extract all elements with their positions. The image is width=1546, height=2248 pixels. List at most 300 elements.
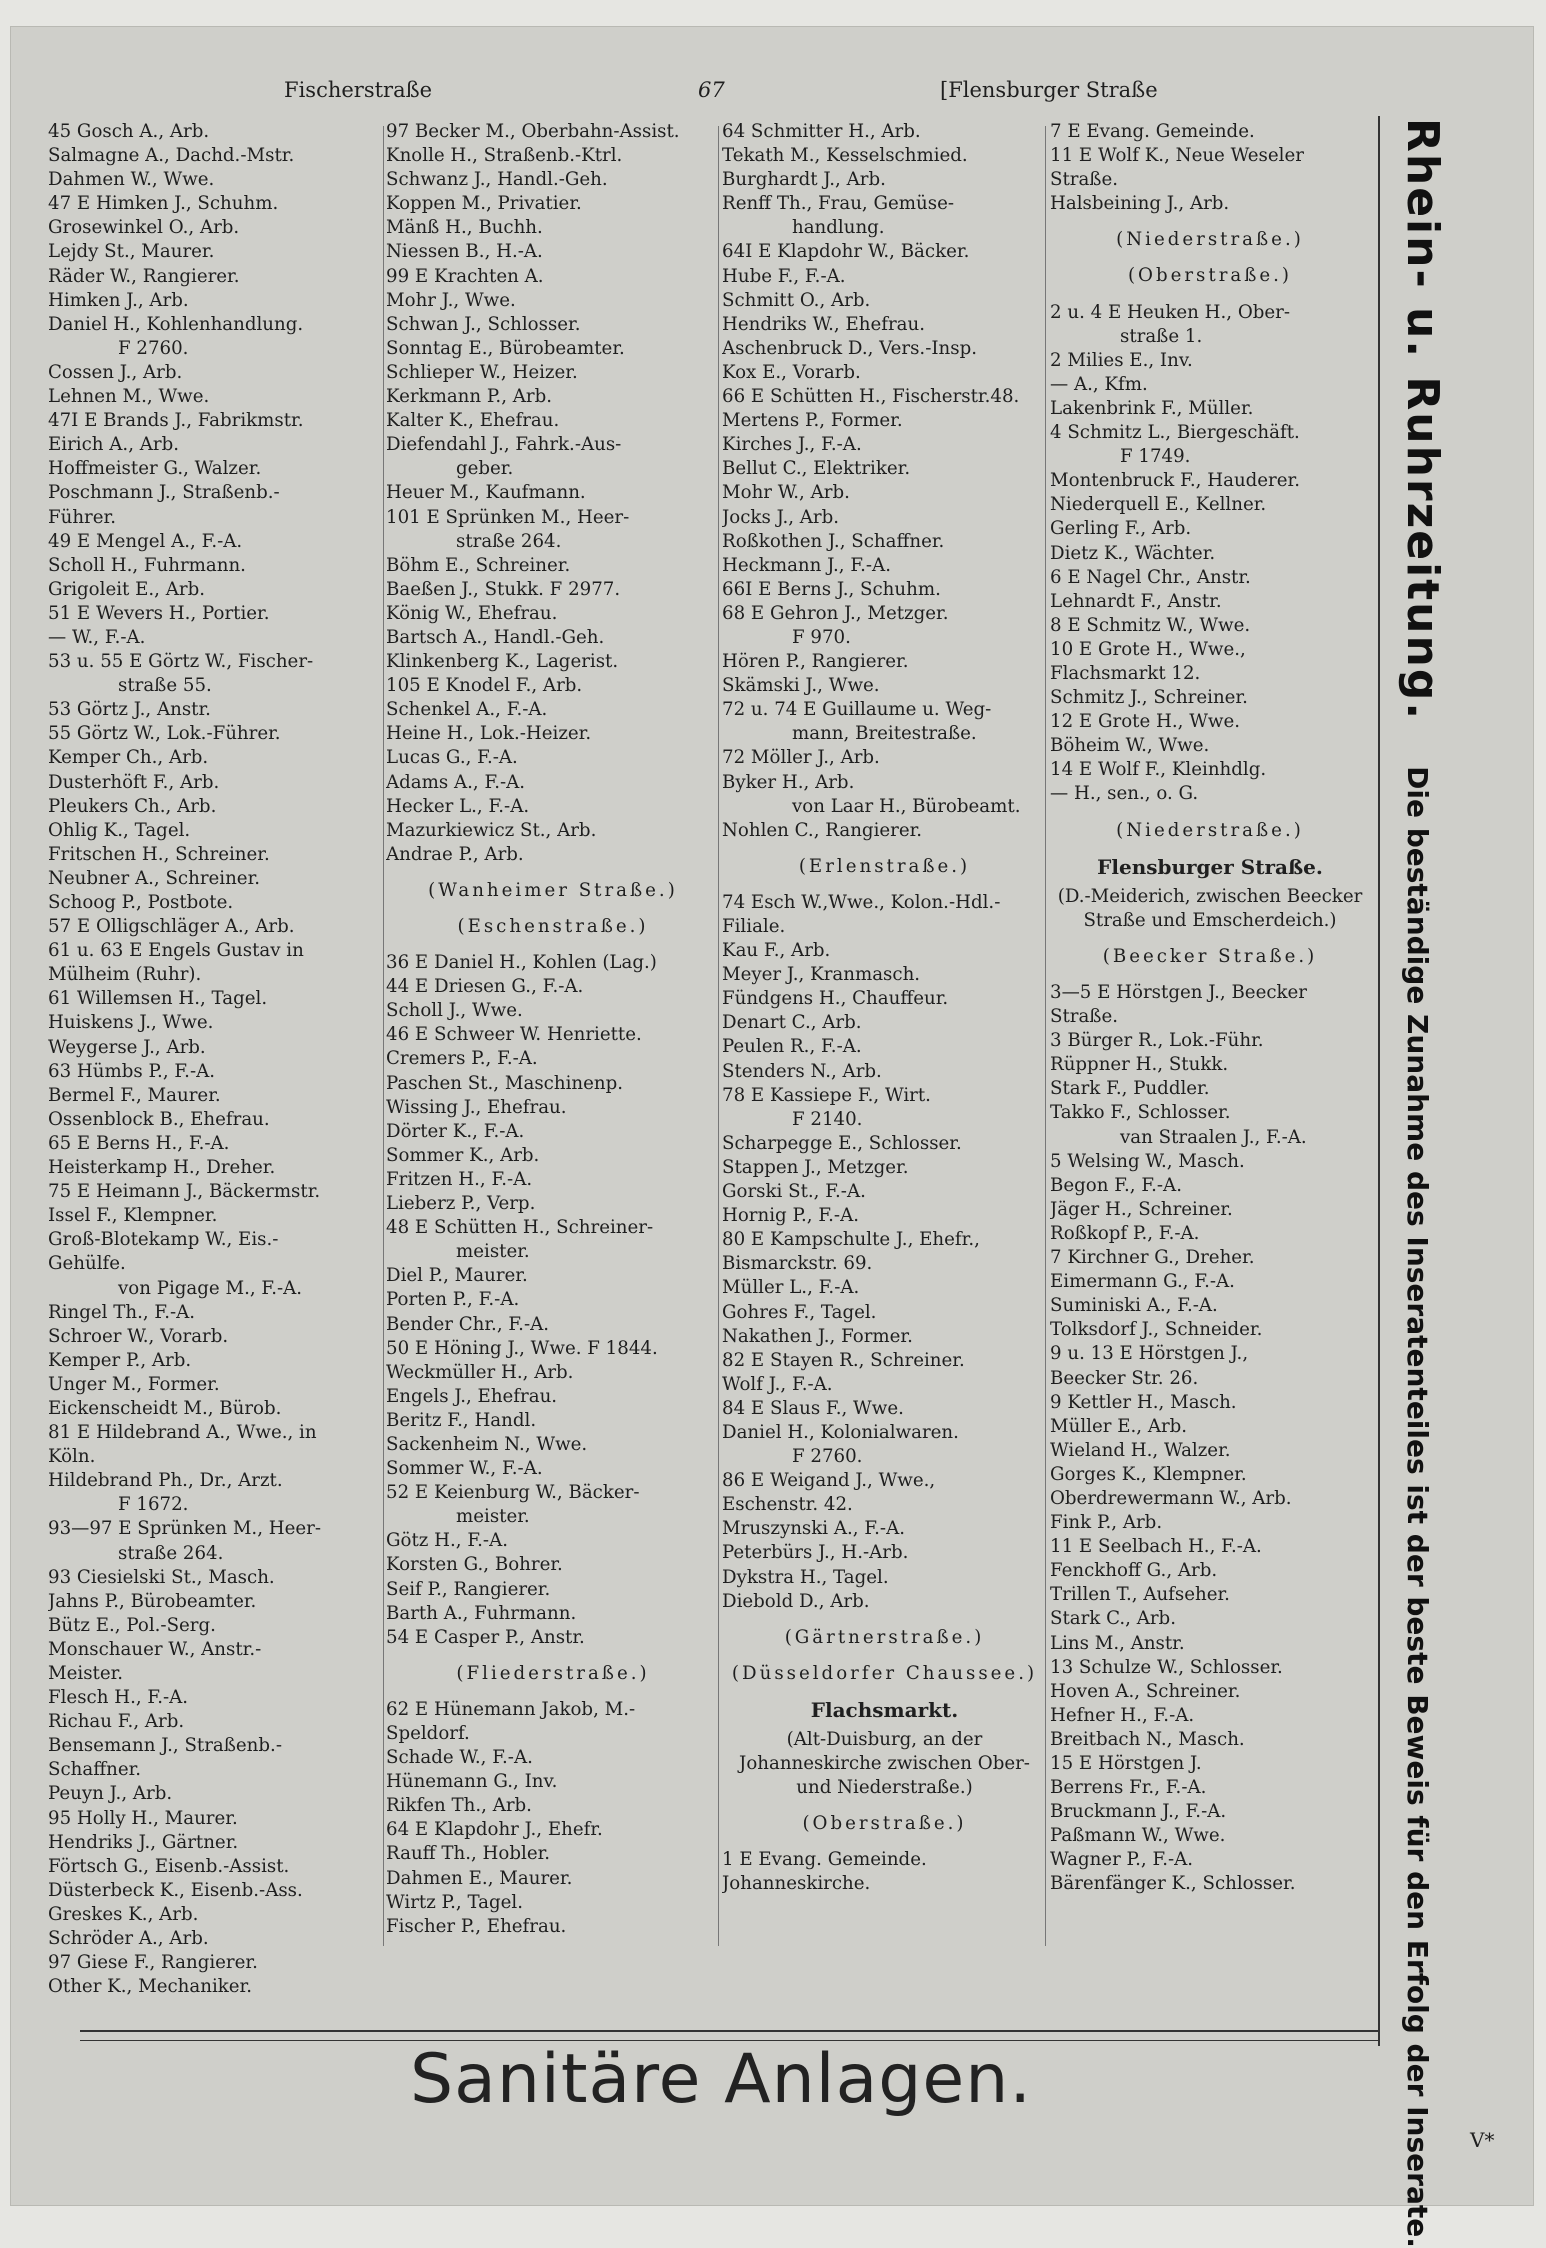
- directory-entry: 3—5 E Hörstgen J., Beecker: [1050, 982, 1307, 1003]
- directory-entry: Poschmann J., Straßenb.-: [48, 482, 280, 504]
- directory-entry: Hören P., Rangierer.: [722, 651, 909, 673]
- directory-entry: Straße.: [1050, 169, 1118, 191]
- directory-entry: Jäger H., Schreiner.: [1050, 1198, 1233, 1220]
- directory-entry: Schade W., F.-A.: [386, 1747, 533, 1769]
- directory-entry: Fritzen H., F.-A.: [386, 1168, 533, 1190]
- directory-entry: 13 Schulze W., Schlosser.: [1050, 1656, 1283, 1678]
- directory-entry: 6 E Nagel Chr., Anstr.: [1050, 566, 1251, 588]
- directory-entry: Niessen B., H.-A.: [386, 241, 543, 263]
- directory-entry: Bärenfänger K., Schlosser.: [1050, 1873, 1296, 1895]
- directory-entry: Kirches J., F.-A.: [722, 434, 862, 456]
- directory-entry: 1 E Evang. Gemeinde.: [722, 1849, 927, 1871]
- directory-entry: 64I E Klapdohr W., Bäcker.: [722, 241, 970, 263]
- directory-entry: 45 Gosch A., Arb.: [48, 121, 210, 142]
- directory-entry: Speldorf.: [386, 1723, 470, 1744]
- directory-entry: Lehnen M., Wwe.: [48, 386, 210, 408]
- entry-continuation: straße 1.: [1120, 325, 1203, 347]
- directory-entry: 75 E Heimann J., Bäckermstr.: [48, 1181, 321, 1203]
- directory-entry: Byker H., Arb.: [722, 771, 855, 793]
- directory-entry: 72 Möller J., Arb.: [722, 747, 880, 769]
- directory-entry: Jahns P., Bürobeamter.: [48, 1590, 257, 1612]
- directory-entry: 61 u. 63 E Engels Gustav in: [48, 940, 304, 962]
- directory-entry: Diefendahl J., Fahrk.-Aus-: [386, 434, 622, 456]
- directory-entry: Schenkel A., F.-A.: [386, 699, 548, 721]
- entry-continuation: straße 264.: [118, 1542, 224, 1564]
- directory-entry: Mülheim (Ruhr).: [48, 964, 202, 986]
- directory-entry: Montenbruck F., Hauderer.: [1050, 470, 1300, 492]
- directory-entry: Scholl H., Fuhrmann.: [48, 554, 246, 576]
- directory-entry: Fündgens H., Chauffeur.: [722, 988, 949, 1010]
- directory-entry: Roßkothen J., Schaffner.: [722, 530, 945, 552]
- entry-continuation: meister.: [456, 1241, 530, 1263]
- directory-entry: 50 E Höning J., Wwe. F 1844.: [386, 1337, 658, 1359]
- directory-entry: 68 E Gehron J., Metzger.: [722, 602, 949, 624]
- directory-entry: Dietz K., Wächter.: [1050, 542, 1216, 564]
- directory-entry: 10 E Grote H., Wwe.,: [1050, 638, 1246, 660]
- directory-entry: 66I E Berns J., Schuhm.: [722, 578, 941, 600]
- directory-entry: 101 E Sprünken M., Heer-: [386, 506, 630, 528]
- directory-entry: Skämski J., Wwe.: [722, 675, 880, 697]
- directory-entry: 82 E Stayen R., Schreiner.: [722, 1349, 965, 1371]
- directory-entry: 46 E Schweer W. Henriette.: [386, 1024, 642, 1046]
- directory-entry: Meister.: [48, 1663, 124, 1684]
- entry-continuation: van Straalen J., F.-A.: [1120, 1126, 1307, 1148]
- directory-entry: Ohlig K., Tagel.: [48, 819, 191, 841]
- cross-street-heading: (Oberstraße.): [802, 1813, 967, 1835]
- directory-entry: 99 E Krachten A.: [386, 265, 544, 287]
- directory-entry: 72 u. 74 E Guillaume u. Weg-: [722, 699, 992, 721]
- directory-entry: 81 E Hildebrand A., Wwe., in: [48, 1422, 317, 1444]
- directory-entry: 11 E Wolf K., Neue Weseler: [1050, 145, 1304, 167]
- directory-entry: Daniel H., Kolonialwaren.: [722, 1421, 959, 1443]
- banner-advertisement: Sanitäre Anlagen.: [410, 2040, 1032, 2119]
- directory-entry: Diel P., Maurer.: [386, 1265, 528, 1287]
- directory-entry: Ringel Th., F.-A.: [48, 1301, 196, 1323]
- directory-entry: Diebold D., Arb.: [722, 1590, 870, 1612]
- directory-entry: Fenckhoff G., Arb.: [1050, 1560, 1218, 1582]
- directory-entry: 15 E Hörstgen J.: [1050, 1753, 1202, 1774]
- entry-continuation: meister.: [456, 1506, 530, 1528]
- directory-entry: Jocks J., Arb.: [722, 506, 840, 528]
- directory-entry: Bender Chr., F.-A.: [386, 1313, 550, 1335]
- directory-entry: Rauff Th., Hobler.: [386, 1843, 551, 1865]
- directory-entry: Nohlen C., Rangierer.: [722, 819, 923, 841]
- directory-entry: Korsten G., Bohrer.: [386, 1554, 563, 1576]
- directory-entry: Lejdy St., Maurer.: [48, 241, 215, 263]
- directory-entry: 95 Holly H., Maurer.: [48, 1807, 238, 1829]
- directory-entry: Schwanz J., Handl.-Geh.: [386, 169, 608, 191]
- directory-entry: Gorges K., Klempner.: [1050, 1463, 1247, 1485]
- directory-entry: Cossen J., Arb.: [48, 361, 183, 383]
- directory-entry: Mazurkiewicz St., Arb.: [386, 819, 597, 841]
- directory-entry: 51 E Wevers H., Portier.: [48, 602, 270, 624]
- entry-continuation: von Pigage M., F.-A.: [118, 1277, 303, 1299]
- directory-entry: Dusterhöft F., Arb.: [48, 771, 220, 793]
- cross-street-heading: (Niederstraße.): [1116, 819, 1304, 841]
- cross-street-heading: (Gärtnerstraße.): [784, 1626, 985, 1648]
- entry-continuation: F 2760.: [792, 1446, 863, 1468]
- directory-entry: Hoffmeister G., Walzer.: [48, 458, 262, 480]
- directory-entry: Gerling F., Arb.: [1050, 518, 1192, 540]
- directory-entry: Greskes K., Arb.: [48, 1903, 199, 1925]
- directory-entry: Kerkmann P., Arb.: [386, 386, 553, 408]
- directory-entry: 7 E Evang. Gemeinde.: [1050, 121, 1255, 142]
- street-heading: Flensburger Straße.: [1097, 854, 1323, 879]
- page-header: [0, 78, 1546, 108]
- directory-entry: Cremers P., F.-A.: [386, 1048, 538, 1070]
- directory-entry: Dörter K., F.-A.: [386, 1120, 525, 1142]
- entry-continuation: handlung.: [792, 217, 885, 239]
- entry-continuation: von Laar H., Bürobeamt.: [792, 795, 1021, 817]
- directory-entry: Förtsch G., Eisenb.-Assist.: [48, 1855, 290, 1877]
- directory-entry: Richau F., Arb.: [48, 1711, 185, 1733]
- directory-entry: 52 E Keienburg W., Bäcker-: [386, 1482, 640, 1504]
- directory-entry: Bismarckstr. 69.: [722, 1253, 873, 1275]
- cross-street-heading: (Düsseldorfer Chaussee.): [731, 1662, 1038, 1684]
- directory-entry: 93 Ciesielski St., Masch.: [48, 1566, 275, 1588]
- directory-entry: Stenders N., Arb.: [722, 1060, 882, 1082]
- directory-entry: Himken J., Arb.: [48, 289, 189, 311]
- cross-street-heading: (Niederstraße.): [1116, 229, 1304, 251]
- directory-entry: Hendriks J., Gärtner.: [48, 1831, 239, 1853]
- directory-entry: Kau F., Arb.: [722, 940, 831, 962]
- directory-column-2: [386, 120, 720, 2015]
- directory-entry: Hoven A., Schreiner.: [1050, 1680, 1241, 1702]
- directory-entry: Lakenbrink F., Müller.: [1050, 397, 1254, 419]
- directory-entry: Schlieper W., Heizer.: [386, 361, 578, 383]
- directory-entry: Engels J., Ehefrau.: [386, 1385, 558, 1407]
- directory-entry: Denart C., Arb.: [722, 1012, 862, 1034]
- directory-entry: Räder W., Rangierer.: [48, 265, 240, 287]
- directory-entry: Gehülfe.: [48, 1253, 126, 1275]
- directory-entry: Wirtz P., Tagel.: [386, 1891, 524, 1913]
- directory-entry: Meyer J., Kranmasch.: [722, 964, 921, 986]
- directory-entry: Mruszynski A., F.-A.: [722, 1518, 905, 1540]
- directory-entry: Trillen T., Aufseher.: [1050, 1584, 1230, 1606]
- ad-title: Rhein- u. Ruhrzeitung.: [1397, 118, 1448, 722]
- directory-entry: Groß-Blotekamp W., Eis.-: [48, 1229, 279, 1251]
- directory-entry: Issel F., Klempner.: [48, 1205, 218, 1227]
- directory-entry: Lucas G., F.-A.: [386, 747, 518, 769]
- directory-entry: Eschenstr. 42.: [722, 1494, 853, 1516]
- directory-entry: 64 E Klapdohr J., Ehefr.: [386, 1819, 603, 1841]
- header-left-street: Fischerstraße: [284, 78, 433, 102]
- directory-entry: 11 E Seelbach H., F.-A.: [1050, 1536, 1262, 1558]
- directory-entry: Sommer W., F.-A.: [386, 1458, 543, 1480]
- directory-entry: Ossenblock B., Ehefrau.: [48, 1108, 270, 1130]
- directory-entry: Burghardt J., Arb.: [722, 169, 886, 191]
- directory-entry: 93—97 E Sprünken M., Heer-: [48, 1518, 322, 1540]
- directory-entry: Wieland H., Walzer.: [1050, 1439, 1231, 1461]
- directory-entry: Fischer P., Ehefrau.: [386, 1915, 567, 1937]
- directory-entry: Dahmen E., Maurer.: [386, 1867, 573, 1889]
- directory-entry: 62 E Hünemann Jakob, M.-: [386, 1698, 636, 1720]
- directory-entry: 80 E Kampschulte J., Ehefr.,: [722, 1229, 980, 1251]
- directory-entry: Huiskens J., Wwe.: [48, 1012, 214, 1034]
- directory-column-3: [722, 120, 1047, 2015]
- directory-entry: Andrae P., Arb.: [386, 843, 524, 865]
- directory-entry: 86 E Weigand J., Wwe.,: [722, 1470, 936, 1492]
- directory-entry: Eimermann G., F.-A.: [1050, 1271, 1235, 1293]
- directory-entry: Berrens Fr., F.-A.: [1050, 1777, 1207, 1799]
- directory-entry: 74 Esch W.,Wwe., Kolon.-Hdl.-: [722, 891, 1001, 913]
- directory-entry: Roßkopf P., F.-A.: [1050, 1222, 1200, 1244]
- directory-entry: 64 Schmitter H., Arb.: [722, 121, 921, 142]
- directory-entry: 78 E Kassiepe F., Wirt.: [722, 1084, 931, 1106]
- directory-entry: Stark C., Arb.: [1050, 1608, 1176, 1630]
- directory-entry: 61 Willemsen H., Tagel.: [48, 988, 268, 1010]
- directory-column-1: [48, 120, 382, 2015]
- directory-entry: Rüppner H., Stukk.: [1050, 1054, 1229, 1076]
- entry-continuation: F 1749.: [1120, 446, 1191, 468]
- corner-mark: V*: [1470, 2128, 1495, 2152]
- directory-entry: 97 Giese F., Rangierer.: [48, 1952, 258, 1974]
- directory-entry: Köln.: [48, 1446, 96, 1468]
- directory-entry: Scharpegge E., Schlosser.: [722, 1132, 962, 1154]
- entry-continuation: F 1672.: [118, 1494, 189, 1516]
- directory-column-4: [1050, 120, 1370, 2015]
- directory-entry: Müller L., F.-A.: [722, 1277, 860, 1299]
- directory-entry: Koppen M., Privatier.: [386, 193, 582, 215]
- directory-entry: 49 E Mengel A., F.-A.: [48, 530, 243, 552]
- directory-entry: Beecker Str. 26.: [1050, 1367, 1199, 1389]
- directory-entry: Porten P., F.-A.: [386, 1289, 520, 1311]
- directory-entry: 84 E Slaus F., Wwe.: [722, 1397, 904, 1419]
- directory-entry: Salmagne A., Dachd.-Mstr.: [48, 145, 295, 167]
- directory-entry: Tolksdorf J., Schneider.: [1050, 1319, 1263, 1341]
- directory-entry: Böheim W., Wwe.: [1050, 735, 1210, 757]
- directory-entry: 2 u. 4 E Heuken H., Ober-: [1050, 301, 1291, 323]
- directory-entry: Suminiski A., F.-A.: [1050, 1295, 1218, 1317]
- directory-entry: Aschenbruck D., Vers.-Insp.: [722, 337, 977, 359]
- cross-street-heading: (Erlenstraße.): [798, 855, 971, 877]
- directory-entry: Kalter K., Ehefrau.: [386, 410, 560, 432]
- directory-entry: Wolf J., F.-A.: [722, 1373, 833, 1395]
- directory-entry: 55 Görtz W., Lok.-Führer.: [48, 723, 281, 745]
- banner-rule-top: [80, 2030, 1380, 2032]
- entry-continuation: geber.: [456, 458, 514, 480]
- directory-entry: Bartsch A., Handl.-Geh.: [386, 626, 605, 648]
- directory-entry: Bütz E., Pol.-Serg.: [48, 1614, 216, 1636]
- entry-continuation: straße 264.: [456, 530, 562, 552]
- cross-street-heading: (Oberstraße.): [1127, 265, 1293, 287]
- directory-entry: Fritschen H., Schreiner.: [48, 843, 270, 865]
- directory-entry: Flachsmarkt 12.: [1050, 662, 1201, 684]
- directory-entry: Nakathen J., Former.: [722, 1325, 913, 1347]
- directory-entry: Oberdrewermann W., Arb.: [1050, 1487, 1292, 1509]
- street-note: (D.-Meiderich, zwischen Beecker Straße und Emscherdeich.): [1057, 885, 1363, 931]
- directory-entry: 4 Schmitz L., Biergeschäft.: [1050, 422, 1300, 444]
- directory-entry: Götz H., F.-A.: [386, 1530, 508, 1552]
- directory-entry: Takko F., Schlosser.: [1050, 1102, 1231, 1124]
- directory-entry: Schmitt O., Arb.: [722, 289, 871, 311]
- directory-entry: Renff Th., Frau, Gemüse-: [722, 193, 954, 215]
- directory-entry: Hefner H., F.-A.: [1050, 1704, 1195, 1726]
- directory-entry: Gorski St., F.-A.: [722, 1181, 866, 1203]
- directory-entry: Mertens P., Former.: [722, 410, 903, 432]
- directory-entry: Seif P., Rangierer.: [386, 1578, 551, 1600]
- directory-entry: Bellut C., Elektriker.: [722, 458, 911, 480]
- directory-entry: Breitbach N., Masch.: [1050, 1728, 1245, 1750]
- directory-entry: — H., sen., o. G.: [1050, 783, 1199, 805]
- side-advertisement: [1397, 118, 1448, 2248]
- directory-entry: Stark F., Puddler.: [1050, 1078, 1210, 1100]
- directory-entry: 2 Milies E., Inv.: [1050, 349, 1193, 371]
- directory-entry: 12 E Grote H., Wwe.: [1050, 711, 1241, 733]
- directory-entry: Other K., Mechaniker.: [48, 1976, 253, 1998]
- directory-entry: Paßmann W., Wwe.: [1050, 1825, 1226, 1847]
- cross-street-heading: (Wanheimer Straße.): [428, 879, 678, 901]
- directory-entry: Hildebrand Ph., Dr., Arzt.: [48, 1470, 283, 1492]
- entry-continuation: F 2140.: [792, 1108, 863, 1130]
- entry-continuation: straße 55.: [118, 675, 212, 697]
- directory-entry: Bruckmann J., F.-A.: [1050, 1801, 1227, 1823]
- directory-entry: Heisterkamp H., Dreher.: [48, 1157, 276, 1179]
- directory-entry: Wagner P., F.-A.: [1050, 1849, 1194, 1871]
- directory-entry: 9 u. 13 E Hörstgen J.,: [1050, 1343, 1249, 1365]
- directory-entry: 66 E Schütten H., Fischerstr.48.: [722, 386, 1020, 408]
- directory-entry: Hecker L., F.-A.: [386, 795, 530, 817]
- directory-entry: Hünemann G., Inv.: [386, 1771, 558, 1793]
- directory-entry: Kemper P., Arb.: [48, 1349, 192, 1371]
- directory-entry: 8 E Schmitz W., Wwe.: [1050, 614, 1251, 636]
- directory-entry: Grosewinkel O., Arb.: [48, 217, 240, 239]
- entry-continuation: F 970.: [792, 626, 851, 648]
- directory-entry: Unger M., Former.: [48, 1373, 220, 1395]
- directory-entry: Schoog P., Postbote.: [48, 892, 234, 913]
- directory-entry: Fink P., Arb.: [1050, 1512, 1163, 1534]
- directory-entry: Mohr J., Wwe.: [386, 289, 516, 311]
- directory-entry: Heine H., Lok.-Heizer.: [386, 723, 592, 745]
- directory-entry: Barth A., Fuhrmann.: [386, 1602, 577, 1624]
- directory-entry: Bermel F., Maurer.: [48, 1084, 221, 1106]
- directory-entry: Kox E., Vorarb.: [722, 361, 861, 383]
- directory-entry: Lins M., Anstr.: [1050, 1632, 1185, 1654]
- directory-entry: Rikfen Th., Arb.: [386, 1795, 532, 1817]
- directory-entry: Niederquell E., Kellner.: [1050, 494, 1267, 516]
- directory-entry: Sonntag E., Bürobeamter.: [386, 337, 625, 359]
- directory-entry: Straße.: [1050, 1006, 1118, 1028]
- directory-entry: 47 E Himken J., Schuhm.: [48, 193, 279, 215]
- directory-entry: 57 E Olligschläger A., Arb.: [48, 916, 295, 938]
- directory-entry: Pleukers Ch., Arb.: [48, 795, 217, 817]
- directory-entry: Schwan J., Schlosser.: [386, 313, 581, 335]
- directory-entry: Lehnardt F., Anstr.: [1050, 590, 1222, 612]
- directory-entry: Monschauer W., Anstr.-: [48, 1638, 262, 1660]
- directory-entry: Flesch H., F.-A.: [48, 1687, 189, 1709]
- directory-entry: — A., Kfm.: [1050, 373, 1148, 395]
- entry-continuation: F 2760.: [118, 337, 189, 359]
- directory-entry: Schroer W., Vorarb.: [48, 1325, 229, 1347]
- street-heading: Flachsmarkt.: [810, 1697, 959, 1722]
- directory-entry: Tekath M., Kesselschmied.: [722, 145, 968, 167]
- directory-entry: Sommer K., Arb.: [386, 1144, 540, 1166]
- directory-entry: Böhm E., Schreiner.: [386, 554, 571, 576]
- directory-entry: Paschen St., Maschinenp.: [386, 1072, 623, 1094]
- directory-entry: Knolle H., Straßenb.-Ktrl.: [386, 145, 623, 167]
- directory-entry: Lieberz P., Verp.: [386, 1193, 536, 1215]
- directory-entry: Schmitz J., Schreiner.: [1050, 687, 1248, 709]
- directory-entry: 54 E Casper P., Anstr.: [386, 1626, 585, 1648]
- directory-entry: — W., F.-A.: [48, 626, 146, 648]
- directory-entry: Adams A., F.-A.: [386, 771, 526, 793]
- ad-divider: [1378, 116, 1380, 2046]
- directory-entry: Peulen R., F.-A.: [722, 1036, 862, 1058]
- directory-entry: 53 Görtz J., Anstr.: [48, 699, 211, 721]
- directory-entry: König W., Ehefrau.: [386, 602, 558, 624]
- directory-entry: Filiale.: [722, 916, 786, 937]
- directory-entry: Kemper Ch., Arb.: [48, 747, 209, 769]
- header-right-street: [Flensburger Straße: [940, 78, 1158, 102]
- directory-entry: Eickenscheidt M., Bürob.: [48, 1397, 282, 1419]
- directory-entry: Bensemann J., Straßenb.-: [48, 1735, 282, 1757]
- directory-entry: Eirich A., Arb.: [48, 434, 180, 456]
- directory-entry: Weckmüller H., Arb.: [386, 1361, 574, 1383]
- directory-entry: 65 E Berns H., F.-A.: [48, 1132, 230, 1154]
- directory-entry: Daniel H., Kohlenhandlung.: [48, 313, 304, 335]
- directory-entry: 48 E Schütten H., Schreiner-: [386, 1217, 654, 1239]
- directory-entry: 3 Bürger R., Lok.-Führ.: [1050, 1030, 1264, 1052]
- directory-entry: Stappen J., Metzger.: [722, 1156, 909, 1178]
- directory-entry: Dykstra H., Tagel.: [722, 1566, 889, 1588]
- entry-continuation: mann, Breitestraße.: [792, 723, 977, 745]
- directory-entry: Gohres F., Tagel.: [722, 1301, 877, 1323]
- directory-entry: Sackenheim N., Wwe.: [386, 1433, 588, 1455]
- cross-street-heading: (Beecker Straße.): [1102, 945, 1318, 967]
- directory-entry: 5 Welsing W., Masch.: [1050, 1150, 1245, 1172]
- directory-entry: Mohr W., Arb.: [722, 482, 850, 504]
- cross-street-heading: (Fliederstraße.): [456, 1662, 650, 1684]
- column-divider: [383, 126, 384, 1946]
- directory-entry: 44 E Driesen G., F.-A.: [386, 976, 584, 998]
- directory-entry: 63 Hümbs P., F.-A.: [48, 1060, 216, 1082]
- directory-entry: Führer.: [48, 506, 116, 528]
- directory-entry: Neubner A., Schreiner.: [48, 867, 261, 889]
- directory-entry: Johanneskirche.: [722, 1873, 871, 1895]
- directory-entry: Grigoleit E., Arb.: [48, 578, 205, 600]
- directory-entry: 53 u. 55 E Görtz W., Fischer-: [48, 651, 314, 673]
- street-note: (Alt-Duisburg, an der Johanneskirche zwischen Ober- und Niederstraße.): [739, 1729, 1030, 1799]
- directory-entry: 7 Kirchner G., Dreher.: [1050, 1247, 1255, 1269]
- directory-entry: Heckmann J., F.-A.: [722, 554, 891, 576]
- directory-entry: Klinkenberg K., Lagerist.: [386, 651, 619, 673]
- page-number: 67: [698, 78, 725, 102]
- directory-entry: Dahmen W., Wwe.: [48, 169, 215, 191]
- directory-entry: 14 E Wolf F., Kleinhdlg.: [1050, 759, 1267, 781]
- directory-entry: Schaffner.: [48, 1759, 142, 1781]
- directory-entry: Begon F., F.-A.: [1050, 1174, 1182, 1196]
- directory-entry: Peterbürs J., H.-Arb.: [722, 1542, 909, 1564]
- directory-entry: 97 Becker M., Oberbahn-Assist.: [386, 121, 680, 142]
- directory-entry: Weygerse J., Arb.: [48, 1036, 206, 1058]
- directory-entry: Mänß H., Buchh.: [386, 217, 543, 239]
- directory-entry: Beritz F., Handl.: [386, 1409, 537, 1431]
- directory-entry: Heuer M., Kaufmann.: [386, 482, 586, 504]
- directory-entry: Düsterbeck K., Eisenb.-Ass.: [48, 1879, 303, 1901]
- directory-entry: Schröder A., Arb.: [48, 1928, 209, 1950]
- directory-entry: Hornig P., F.-A.: [722, 1205, 859, 1227]
- cross-street-heading: (Eschenstraße.): [457, 916, 649, 937]
- directory-entry: Baeßen J., Stukk. F 2977.: [386, 578, 621, 600]
- directory-entry: Wissing J., Ehefrau.: [386, 1096, 567, 1118]
- directory-entry: 9 Kettler H., Masch.: [1050, 1391, 1237, 1413]
- directory-entry: 105 E Knodel F., Arb.: [386, 675, 583, 697]
- directory-entry: Scholl J., Wwe.: [386, 1000, 523, 1022]
- directory-entry: 36 E Daniel H., Kohlen (Lag.): [386, 952, 657, 974]
- directory-entry: Müller E., Arb.: [1050, 1415, 1188, 1437]
- directory-entry: Hube F., F.-A.: [722, 265, 846, 287]
- directory-entry: Hendriks W., Ehefrau.: [722, 313, 925, 335]
